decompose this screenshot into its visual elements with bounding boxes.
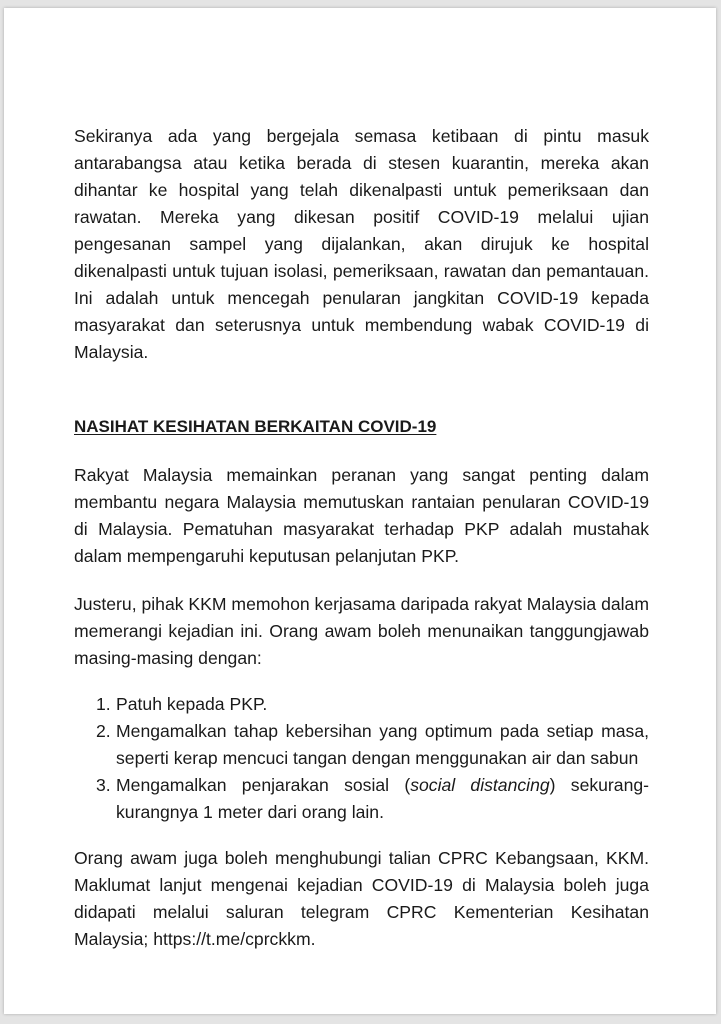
paragraph-cooperation: Justeru, pihak KKM memohon kerjasama daripada rakyat Malaysia dalam memerangi kejadian ini. Orang awam boleh menunaikan tanggungjawab masing-masing dengan: — [74, 594, 649, 668]
list-text: Mengamalkan tahap kebersihan yang optimum pada setiap masa, seperti kerap mencuci tangan dengan menggunakan air dan sabun — [116, 721, 649, 768]
list-number: 1. — [96, 694, 111, 714]
document-page — [4, 8, 716, 1014]
paragraph-quarantine: Sekiranya ada yang bergejala semasa ketibaan di pintu masuk antarabangsa atau ketika berada di stesen kuarantin, mereka akan dihantar ke hospital yang telah dikenalpasti untuk pemeriksaan dan rawatan. Mereka yang dikesan positif COVID-19 melalui ujian pengesanan sampel yang dijalankan, akan dirujuk ke hospital dikenalpasti untuk tujuan isolasi, pemeriksaan, rawatan dan pemantauan. Ini adalah untuk mencegah penularan jangkitan COVID-19 kepada masyarakat dan seterusnya untuk membendung wabak COVID-19 di Malaysia. — [74, 126, 649, 362]
list-item — [74, 691, 649, 718]
list-text-italic: social distancing — [410, 775, 550, 795]
advice-list — [74, 691, 649, 826]
paragraph-contact-info: Orang awam juga boleh menghubungi talian CPRC Kebangsaan, KKM. Maklumat lanjut mengenai kejadian COVID-19 di Malaysia boleh juga didapati melalui saluran telegram CPRC Kementerian Kesihatan Malaysia; https://t.me/cprckkm. — [74, 848, 649, 949]
list-number: 2. — [96, 721, 111, 741]
list-text: ) sekurang-kurangnya 1 meter dari orang lain. — [116, 775, 650, 822]
paragraph-role-of-public: Rakyat Malaysia memainkan peranan yang sangat penting dalam membantu negara Malaysia memutuskan rantaian penularan COVID-19 di Malaysia. Pematuhan masyarakat terhadap PKP adalah mustahak dalam mempengaruhi keputusan pelanjutan PKP. — [74, 465, 649, 566]
list-number: 3. — [96, 775, 111, 795]
section-heading: NASIHAT KESIHATAN BERKAITAN COVID-19 — [74, 417, 437, 436]
document-body — [74, 123, 649, 953]
list-text: Patuh kepada PKP. — [116, 694, 268, 714]
list-item — [74, 718, 649, 772]
list-item — [74, 772, 649, 826]
list-text: Mengamalkan penjarakan sosial ( — [116, 775, 411, 795]
